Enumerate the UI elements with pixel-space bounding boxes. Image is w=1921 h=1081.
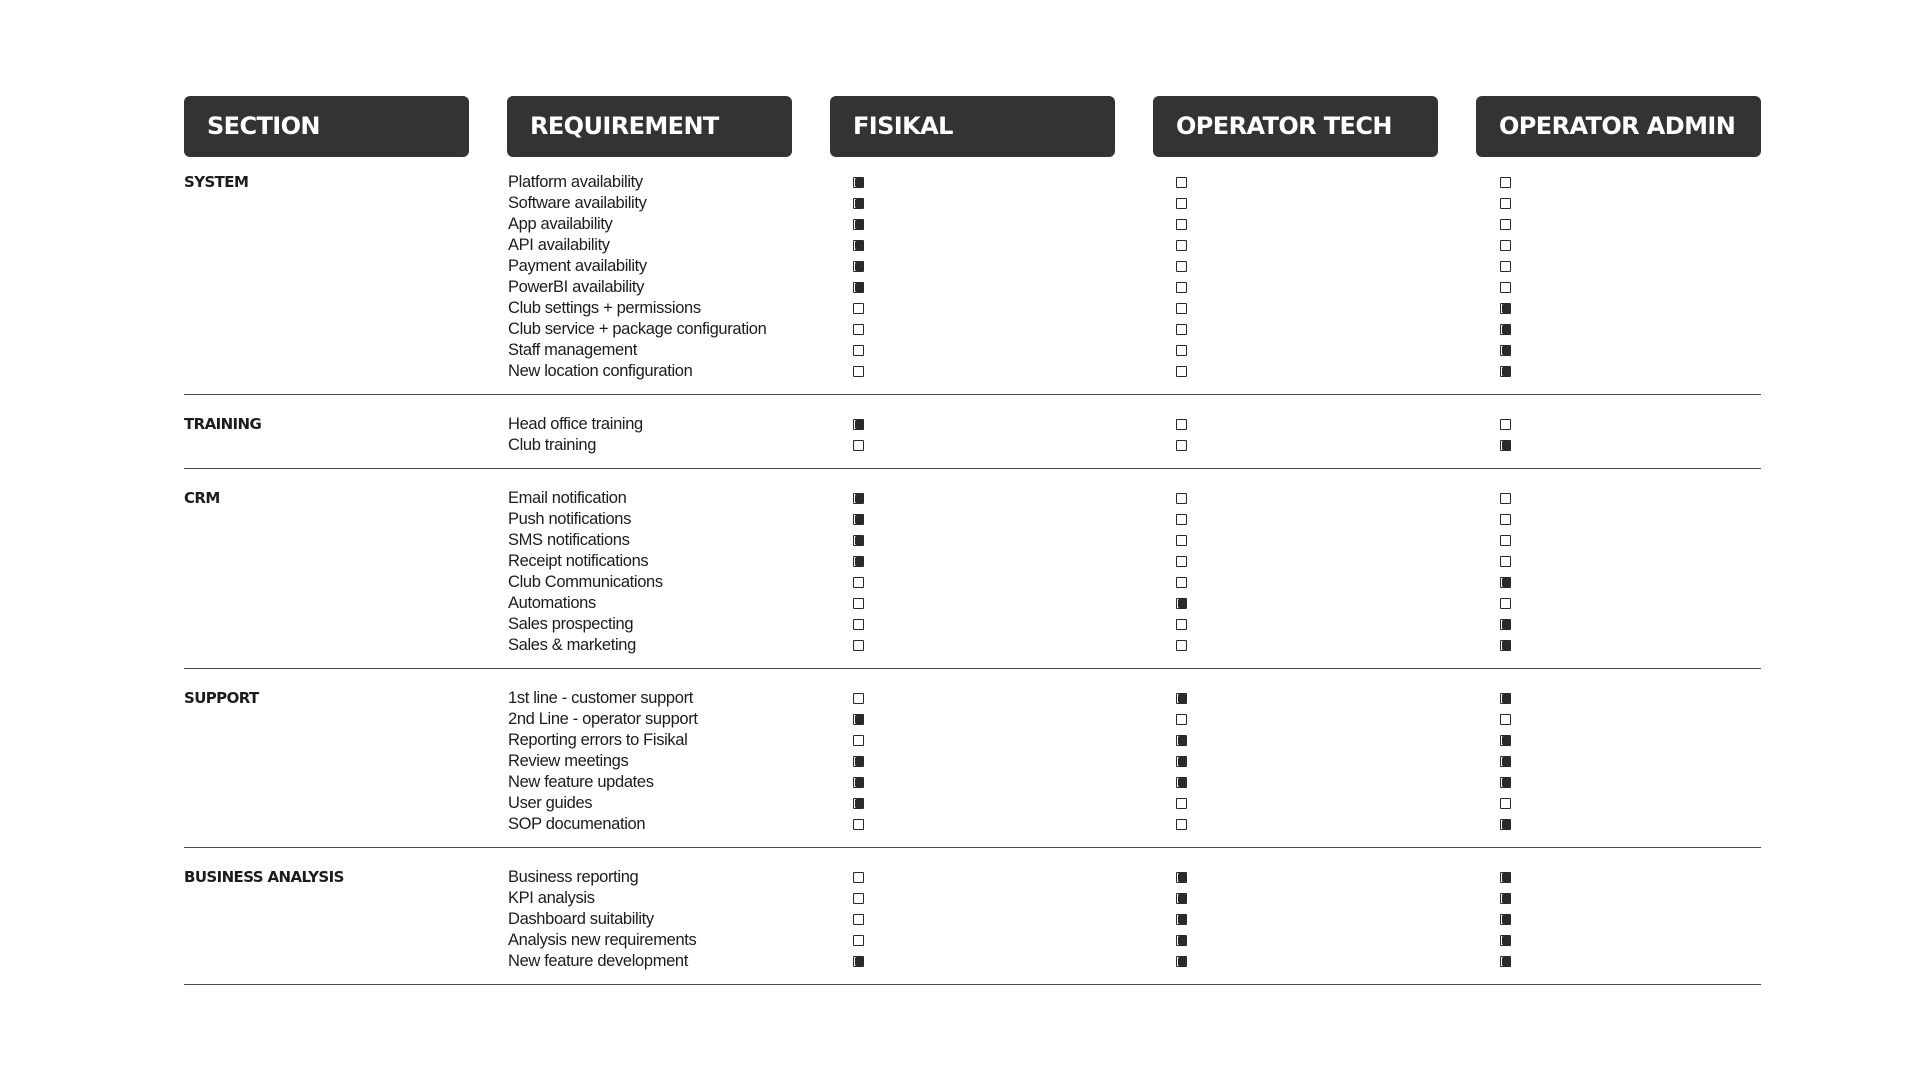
operator-admin-checkbox-unchecked[interactable] bbox=[1500, 261, 1511, 272]
section-title: SUPPORT bbox=[184, 689, 259, 707]
fisikal-checkbox-checked[interactable] bbox=[853, 261, 864, 272]
operator-admin-checkbox-checked[interactable] bbox=[1500, 777, 1511, 788]
fisikal-checkbox-unchecked[interactable] bbox=[853, 619, 864, 630]
requirement-label: 2nd Line - operator support bbox=[508, 710, 698, 728]
header-operator-admin: OPERATOR ADMIN bbox=[1476, 96, 1761, 157]
fisikal-checkbox-checked[interactable] bbox=[853, 493, 864, 504]
table-row bbox=[184, 635, 1761, 656]
operator-tech-checkbox-unchecked[interactable] bbox=[1176, 177, 1187, 188]
operator-tech-checkbox-checked[interactable] bbox=[1176, 893, 1187, 904]
operator-admin-checkbox-checked[interactable] bbox=[1500, 619, 1511, 630]
table-row bbox=[184, 414, 1761, 435]
table-row bbox=[184, 572, 1761, 593]
requirement-label: New feature updates bbox=[508, 773, 654, 791]
operator-admin-checkbox-checked[interactable] bbox=[1500, 366, 1511, 377]
fisikal-checkbox-unchecked[interactable] bbox=[853, 577, 864, 588]
table-row bbox=[184, 909, 1761, 930]
operator-admin-checkbox-unchecked[interactable] bbox=[1500, 556, 1511, 567]
operator-tech-checkbox-checked[interactable] bbox=[1176, 693, 1187, 704]
operator-tech-checkbox-checked[interactable] bbox=[1176, 872, 1187, 883]
header-operator-tech: OPERATOR TECH bbox=[1153, 96, 1438, 157]
requirement-label: Automations bbox=[508, 594, 596, 612]
operator-admin-checkbox-checked[interactable] bbox=[1500, 577, 1511, 588]
requirement-label: Head office training bbox=[508, 415, 643, 433]
fisikal-checkbox-unchecked[interactable] bbox=[853, 640, 864, 651]
operator-tech-checkbox-unchecked[interactable] bbox=[1176, 261, 1187, 272]
operator-admin-checkbox-checked[interactable] bbox=[1500, 324, 1511, 335]
table-row bbox=[184, 172, 1761, 193]
fisikal-checkbox-checked[interactable] bbox=[853, 198, 864, 209]
operator-admin-checkbox-unchecked[interactable] bbox=[1500, 419, 1511, 430]
operator-admin-checkbox-unchecked[interactable] bbox=[1500, 535, 1511, 546]
operator-admin-checkbox-unchecked[interactable] bbox=[1500, 598, 1511, 609]
column-header-row bbox=[184, 96, 1761, 157]
operator-tech-checkbox-unchecked[interactable] bbox=[1176, 366, 1187, 377]
requirement-label: SOP documenation bbox=[508, 815, 646, 833]
fisikal-checkbox-unchecked[interactable] bbox=[853, 872, 864, 883]
table-row bbox=[184, 867, 1761, 888]
operator-admin-checkbox-checked[interactable] bbox=[1500, 303, 1511, 314]
fisikal-checkbox-checked[interactable] bbox=[853, 177, 864, 188]
fisikal-checkbox-checked[interactable] bbox=[853, 777, 864, 788]
operator-admin-checkbox-checked[interactable] bbox=[1500, 914, 1511, 925]
operator-tech-checkbox-checked[interactable] bbox=[1176, 598, 1187, 609]
table-row bbox=[184, 193, 1761, 214]
table-row bbox=[184, 340, 1761, 361]
matrix-table bbox=[184, 170, 1761, 1002]
operator-tech-checkbox-unchecked[interactable] bbox=[1176, 240, 1187, 251]
operator-tech-checkbox-unchecked[interactable] bbox=[1176, 282, 1187, 293]
requirement-label: API availability bbox=[508, 236, 610, 254]
operator-admin-checkbox-checked[interactable] bbox=[1500, 756, 1511, 767]
requirement-label: PowerBI availability bbox=[508, 278, 645, 296]
requirement-label: New location configuration bbox=[508, 362, 693, 380]
operator-tech-checkbox-unchecked[interactable] bbox=[1176, 640, 1187, 651]
fisikal-checkbox-unchecked[interactable] bbox=[853, 914, 864, 925]
operator-admin-checkbox-checked[interactable] bbox=[1500, 345, 1511, 356]
section-support bbox=[184, 686, 1761, 848]
requirement-label: 1st line - customer support bbox=[508, 689, 693, 707]
requirement-label: Reporting errors to Fisikal bbox=[508, 731, 688, 749]
operator-admin-checkbox-checked[interactable] bbox=[1500, 956, 1511, 967]
section-title: BUSINESS ANALYSIS bbox=[184, 868, 344, 886]
requirement-label: Push notifications bbox=[508, 510, 632, 528]
fisikal-checkbox-checked[interactable] bbox=[853, 240, 864, 251]
requirement-label: Analysis new requirements bbox=[508, 931, 697, 949]
fisikal-checkbox-checked[interactable] bbox=[853, 798, 864, 809]
operator-admin-checkbox-checked[interactable] bbox=[1500, 819, 1511, 830]
requirement-label: Club training bbox=[508, 436, 597, 454]
table-row bbox=[184, 793, 1761, 814]
operator-admin-checkbox-checked[interactable] bbox=[1500, 440, 1511, 451]
requirement-label: App availability bbox=[508, 215, 613, 233]
fisikal-checkbox-checked[interactable] bbox=[853, 419, 864, 430]
header-fisikal: FISIKAL bbox=[830, 96, 1115, 157]
table-row bbox=[184, 435, 1761, 456]
operator-admin-checkbox-checked[interactable] bbox=[1500, 735, 1511, 746]
table-row bbox=[184, 951, 1761, 972]
requirement-label: Platform availability bbox=[508, 173, 643, 191]
requirement-label: Review meetings bbox=[508, 752, 629, 770]
operator-admin-checkbox-checked[interactable] bbox=[1500, 872, 1511, 883]
requirement-label: Dashboard suitability bbox=[508, 910, 654, 928]
operator-tech-checkbox-unchecked[interactable] bbox=[1176, 440, 1187, 451]
table-row bbox=[184, 530, 1761, 551]
requirement-label: Email notification bbox=[508, 489, 627, 507]
fisikal-checkbox-unchecked[interactable] bbox=[853, 693, 864, 704]
section-system bbox=[184, 170, 1761, 395]
operator-tech-checkbox-unchecked[interactable] bbox=[1176, 219, 1187, 230]
operator-admin-checkbox-checked[interactable] bbox=[1500, 693, 1511, 704]
section-title: SYSTEM bbox=[184, 173, 249, 191]
table-row bbox=[184, 814, 1761, 835]
operator-tech-checkbox-unchecked[interactable] bbox=[1176, 303, 1187, 314]
operator-tech-checkbox-checked[interactable] bbox=[1176, 935, 1187, 946]
header-section: SECTION bbox=[184, 96, 469, 157]
header-requirement: REQUIREMENT bbox=[507, 96, 792, 157]
fisikal-checkbox-checked[interactable] bbox=[853, 282, 864, 293]
operator-admin-checkbox-unchecked[interactable] bbox=[1500, 714, 1511, 725]
requirement-label: Business reporting bbox=[508, 868, 639, 886]
table-row bbox=[184, 256, 1761, 277]
fisikal-checkbox-unchecked[interactable] bbox=[853, 893, 864, 904]
table-row bbox=[184, 772, 1761, 793]
requirement-label: SMS notifications bbox=[508, 531, 630, 549]
operator-tech-checkbox-unchecked[interactable] bbox=[1176, 514, 1187, 525]
requirement-label: Payment availability bbox=[508, 257, 647, 275]
table-row bbox=[184, 319, 1761, 340]
table-row bbox=[184, 730, 1761, 751]
fisikal-checkbox-checked[interactable] bbox=[853, 756, 864, 767]
operator-tech-checkbox-unchecked[interactable] bbox=[1176, 619, 1187, 630]
fisikal-checkbox-unchecked[interactable] bbox=[853, 598, 864, 609]
fisikal-checkbox-checked[interactable] bbox=[853, 514, 864, 525]
operator-tech-checkbox-checked[interactable] bbox=[1176, 777, 1187, 788]
requirement-label: New feature development bbox=[508, 952, 688, 970]
fisikal-checkbox-unchecked[interactable] bbox=[853, 735, 864, 746]
operator-admin-checkbox-unchecked[interactable] bbox=[1500, 198, 1511, 209]
requirement-label: Club settings + permissions bbox=[508, 299, 701, 317]
section-business-analysis bbox=[184, 865, 1761, 985]
operator-tech-checkbox-unchecked[interactable] bbox=[1176, 324, 1187, 335]
operator-tech-checkbox-unchecked[interactable] bbox=[1176, 798, 1187, 809]
fisikal-checkbox-unchecked[interactable] bbox=[853, 345, 864, 356]
operator-tech-checkbox-checked[interactable] bbox=[1176, 914, 1187, 925]
operator-admin-checkbox-unchecked[interactable] bbox=[1500, 240, 1511, 251]
fisikal-checkbox-checked[interactable] bbox=[853, 535, 864, 546]
requirement-label: Sales prospecting bbox=[508, 615, 634, 633]
section-crm bbox=[184, 486, 1761, 669]
section-training bbox=[184, 412, 1761, 469]
table-row bbox=[184, 888, 1761, 909]
section-title: TRAINING bbox=[184, 415, 262, 433]
operator-tech-checkbox-unchecked[interactable] bbox=[1176, 198, 1187, 209]
operator-admin-checkbox-unchecked[interactable] bbox=[1500, 514, 1511, 525]
operator-tech-checkbox-checked[interactable] bbox=[1176, 756, 1187, 767]
table-row bbox=[184, 235, 1761, 256]
operator-admin-checkbox-unchecked[interactable] bbox=[1500, 798, 1511, 809]
operator-admin-checkbox-checked[interactable] bbox=[1500, 640, 1511, 651]
fisikal-checkbox-unchecked[interactable] bbox=[853, 366, 864, 377]
requirement-label: Staff management bbox=[508, 341, 637, 359]
requirement-label: Receipt notifications bbox=[508, 552, 649, 570]
requirement-label: Club service + package configuration bbox=[508, 320, 767, 338]
operator-tech-checkbox-unchecked[interactable] bbox=[1176, 419, 1187, 430]
requirement-label: KPI analysis bbox=[508, 889, 595, 907]
operator-tech-checkbox-unchecked[interactable] bbox=[1176, 819, 1187, 830]
fisikal-checkbox-unchecked[interactable] bbox=[853, 303, 864, 314]
operator-admin-checkbox-checked[interactable] bbox=[1500, 893, 1511, 904]
table-row bbox=[184, 298, 1761, 319]
fisikal-checkbox-unchecked[interactable] bbox=[853, 935, 864, 946]
operator-tech-checkbox-unchecked[interactable] bbox=[1176, 577, 1187, 588]
operator-tech-checkbox-checked[interactable] bbox=[1176, 735, 1187, 746]
table-row bbox=[184, 277, 1761, 298]
operator-admin-checkbox-unchecked[interactable] bbox=[1500, 219, 1511, 230]
operator-tech-checkbox-checked[interactable] bbox=[1176, 956, 1187, 967]
operator-tech-checkbox-unchecked[interactable] bbox=[1176, 493, 1187, 504]
fisikal-checkbox-checked[interactable] bbox=[853, 714, 864, 725]
operator-tech-checkbox-unchecked[interactable] bbox=[1176, 714, 1187, 725]
table-row bbox=[184, 214, 1761, 235]
operator-tech-checkbox-unchecked[interactable] bbox=[1176, 345, 1187, 356]
requirement-label: Club Communications bbox=[508, 573, 663, 591]
fisikal-checkbox-unchecked[interactable] bbox=[853, 324, 864, 335]
operator-admin-checkbox-unchecked[interactable] bbox=[1500, 282, 1511, 293]
table-row bbox=[184, 751, 1761, 772]
requirement-label: Software availability bbox=[508, 194, 647, 212]
operator-tech-checkbox-unchecked[interactable] bbox=[1176, 535, 1187, 546]
operator-tech-checkbox-unchecked[interactable] bbox=[1176, 556, 1187, 567]
table-row bbox=[184, 509, 1761, 530]
fisikal-checkbox-checked[interactable] bbox=[853, 556, 864, 567]
table-row bbox=[184, 930, 1761, 951]
fisikal-checkbox-unchecked[interactable] bbox=[853, 819, 864, 830]
requirement-label: User guides bbox=[508, 794, 593, 812]
table-row bbox=[184, 688, 1761, 709]
table-row bbox=[184, 488, 1761, 509]
requirement-label: Sales & marketing bbox=[508, 636, 636, 654]
fisikal-checkbox-checked[interactable] bbox=[853, 219, 864, 230]
operator-admin-checkbox-checked[interactable] bbox=[1500, 935, 1511, 946]
operator-admin-checkbox-unchecked[interactable] bbox=[1500, 177, 1511, 188]
table-row bbox=[184, 593, 1761, 614]
table-row bbox=[184, 551, 1761, 572]
fisikal-checkbox-unchecked[interactable] bbox=[853, 440, 864, 451]
table-row bbox=[184, 361, 1761, 382]
fisikal-checkbox-checked[interactable] bbox=[853, 956, 864, 967]
operator-admin-checkbox-unchecked[interactable] bbox=[1500, 493, 1511, 504]
table-row bbox=[184, 614, 1761, 635]
table-row bbox=[184, 709, 1761, 730]
section-title: CRM bbox=[184, 489, 220, 507]
